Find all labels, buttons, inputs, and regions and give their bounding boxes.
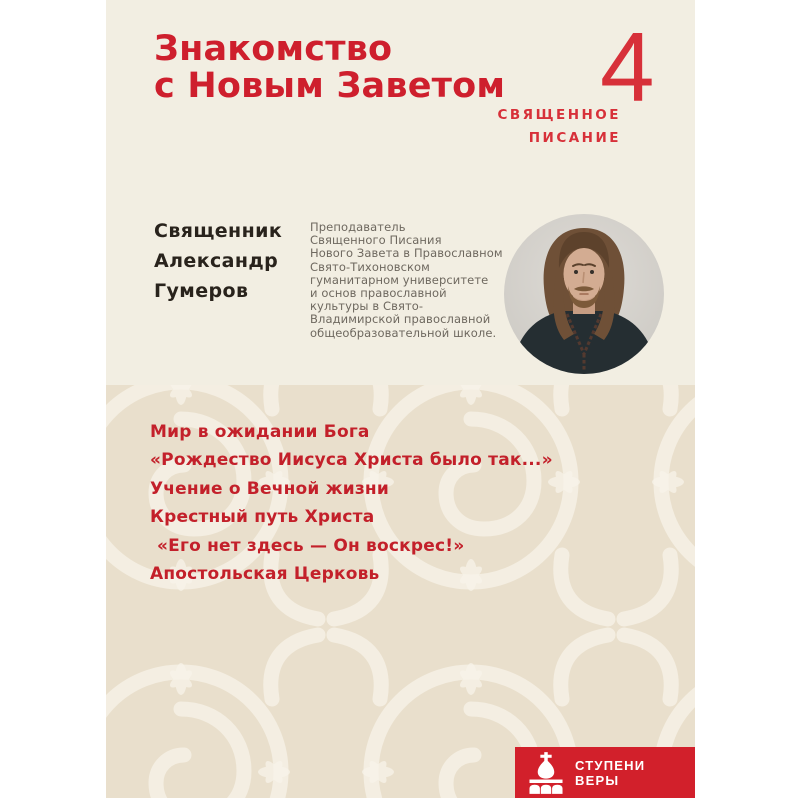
book-cover <box>106 0 695 798</box>
bio-line: Преподаватель <box>310 220 406 234</box>
author-name <box>154 216 282 306</box>
book-title-line-2: с Новым Заветом <box>154 66 506 106</box>
chapter-item: «Рождество Иисуса Христа было так...» <box>150 450 553 471</box>
publisher-logo <box>515 747 695 798</box>
bio-line: Свято-Тихоновском <box>310 259 430 274</box>
series-label-line-2: ПИСАНИЕ <box>528 130 621 146</box>
chapter-item: Крестный путь Христа <box>150 507 375 528</box>
series-label <box>497 104 621 150</box>
series-number: 4 <box>600 12 655 122</box>
author-bio <box>310 221 503 340</box>
chapter-item: Учение о Вечной жизни <box>150 478 389 499</box>
bio-line: культуры в Свято- <box>310 299 424 314</box>
series-label-line-1: СВЯЩЕННОЕ <box>497 107 621 123</box>
cover-top-section <box>106 0 695 385</box>
author-portrait-photo <box>504 214 664 374</box>
chapter-list <box>150 418 553 588</box>
book-title <box>154 31 505 105</box>
bio-line: гуманитарном университете <box>310 272 489 287</box>
cover-bottom-section <box>106 385 695 798</box>
chapter-item: «Его нет здесь — Он воскрес!» <box>157 535 465 556</box>
author-name-line-2: Александр <box>154 250 279 272</box>
bio-line: Священного Писания <box>310 233 442 248</box>
chapter-item: Мир в ожидании Бога <box>150 422 370 442</box>
book-title-line-1: Знакомство <box>154 29 393 69</box>
bio-line: общеобразовательной школе. <box>310 325 497 340</box>
bio-line: и основ православной <box>310 286 447 301</box>
author-name-line-1: Священник <box>154 220 283 242</box>
bio-line: Нового Завета в Православном <box>310 246 503 261</box>
author-name-line-3: Гумеров <box>154 280 249 302</box>
publisher-name <box>575 758 645 788</box>
publisher-name-line-2: ВЕРЫ <box>575 772 620 788</box>
chapter-item: Апостольская Церковь <box>150 564 380 585</box>
bio-line: Владимирской православной <box>310 312 491 327</box>
church-icon <box>526 752 566 794</box>
publisher-name-line-1: СТУПЕНИ <box>575 757 646 773</box>
